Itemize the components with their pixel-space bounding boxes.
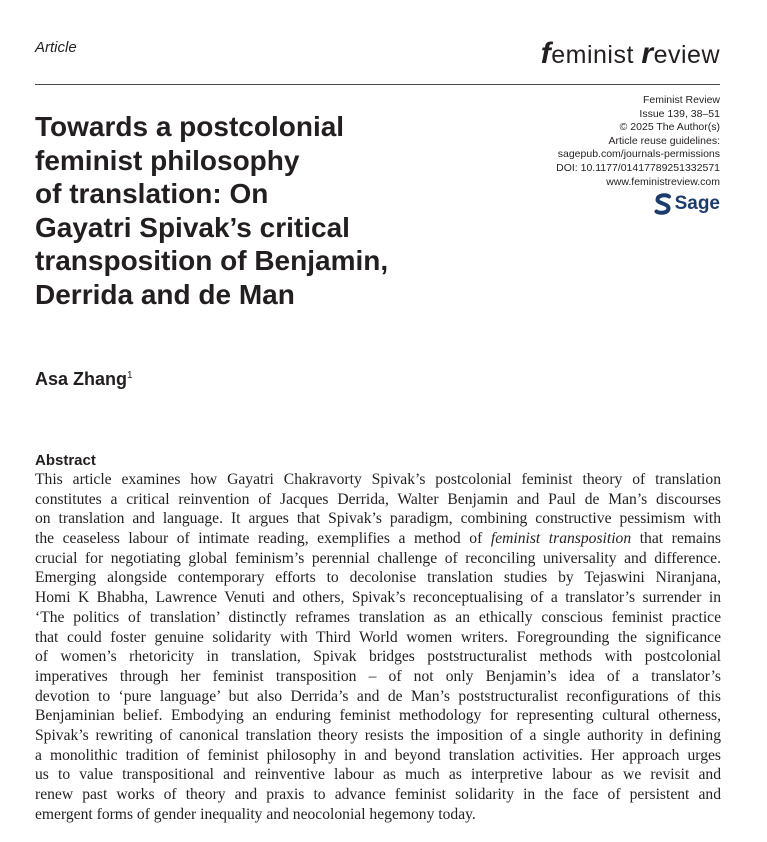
logo-letter-r: r (641, 37, 654, 70)
abstract-line: constitutes a critical reinvention of Jacques Derrida, Walter Benjamin and Paul de Man’s discourses (35, 490, 721, 508)
author-name-text: Asa Zhang (35, 369, 128, 389)
abstract-line (35, 529, 721, 549)
abstract-text: that remains (631, 530, 721, 548)
sage-s-icon (654, 193, 672, 215)
publication-metadata (556, 94, 720, 189)
abstract-line: on translation and language. It argues that Spivak’s paradigm, combining constructive pessimism with (35, 510, 721, 528)
article-type-label: Article (35, 39, 77, 56)
permissions-link[interactable]: sagepub.com/journals-permissions (557, 148, 720, 161)
abstract-line: of women’s rhetoricity in translation, Spivak bridges poststructuralist methods with postcolonial (35, 648, 721, 666)
title-line: Derrida and de Man (35, 278, 295, 310)
abstract-line: Spivak’s rewriting of canonical translation theory resists the imposition of a single authority in defining (35, 726, 721, 744)
copyright: © 2025 The Author(s) (619, 121, 720, 134)
abstract-line: us to value transpositional and reinventive labour as much as interpretive labour as we revisit and (35, 766, 721, 784)
abstract-line: renew past works of theory and praxis to advance feminist solidarity in the face of persistent and (35, 786, 721, 803)
publisher-name: Sage (674, 193, 720, 214)
title-line: Towards a postcolonial (35, 111, 345, 142)
journal-name: Feminist Review (642, 94, 720, 106)
title-line: feminist philosophy (35, 144, 300, 176)
abstract-heading: Abstract (35, 452, 96, 469)
abstract-line: devotion to ‘pure language’ but also Derrida’s and de Man’s poststructuralist reconfigurations of this (35, 687, 721, 705)
affiliation-marker[interactable]: 1 (127, 370, 133, 381)
abstract-line: a monolithic tradition of feminist philosophy in and beyond translation activities. Her approach urges (35, 746, 721, 764)
title-line: transposition of Benjamin, (35, 245, 389, 276)
abstract-text: the ceaseless labour of intimate reading, exemplifies a method of (35, 530, 491, 548)
header-divider (35, 84, 720, 85)
abstract-line: Emerging alongside contemporary efforts to decolonise translation studies by Tejaswini Niranjana, (35, 569, 721, 587)
abstract-line: This article examines how Gayatri Chakravorty Spivak’s postcolonial feminist theory of translation (35, 471, 721, 488)
abstract-line: emergent forms of gender inequality and neocolonial hegemony today. (35, 805, 476, 823)
logo-text-eminist: eminist (551, 41, 642, 69)
publisher-logo (654, 193, 720, 215)
title-line: of translation: On (35, 178, 269, 209)
journal-logo (541, 37, 720, 71)
emphasis-term: feminist transposition (490, 530, 632, 548)
abstract-line: imperatives through her feminist transposition – of not only Benjamin’s idea of a translator’s (35, 667, 721, 685)
logo-letter-f: f (540, 37, 552, 70)
doi-link[interactable]: DOI: 10.1177/01417789251332571 (556, 161, 720, 174)
article-title (35, 110, 425, 311)
abstract-body (35, 470, 721, 824)
issue-info: Issue 139, 38–51 (639, 107, 720, 120)
title-line: Gayatri Spivak’s critical (35, 211, 350, 243)
logo-text-eview: eview (653, 41, 720, 69)
abstract-line: that could foster genuine solidarity with Third World women writers. Foregrounding the significance (35, 628, 721, 646)
website-link[interactable]: www.feministreview.com (606, 175, 720, 188)
author-name[interactable] (35, 369, 133, 390)
abstract-line: ‘The politics of translation’ distinctly reframes translation as an ethically conscious feminist practice (35, 608, 721, 626)
reuse-guidelines: Article reuse guidelines: (608, 134, 720, 147)
abstract-line: crucial for negotiating global feminism’s perennial challenge of reconciling universality and difference. (35, 549, 721, 567)
abstract-line: Homi K Bhabha, Lawrence Venuti and others, Spivak’s reconceptualising of a translator’s surrender in (35, 589, 721, 607)
abstract-line: Benjaminian belief. Embodying an enduring feminist methodology for representing cultural otherness, (35, 707, 721, 725)
